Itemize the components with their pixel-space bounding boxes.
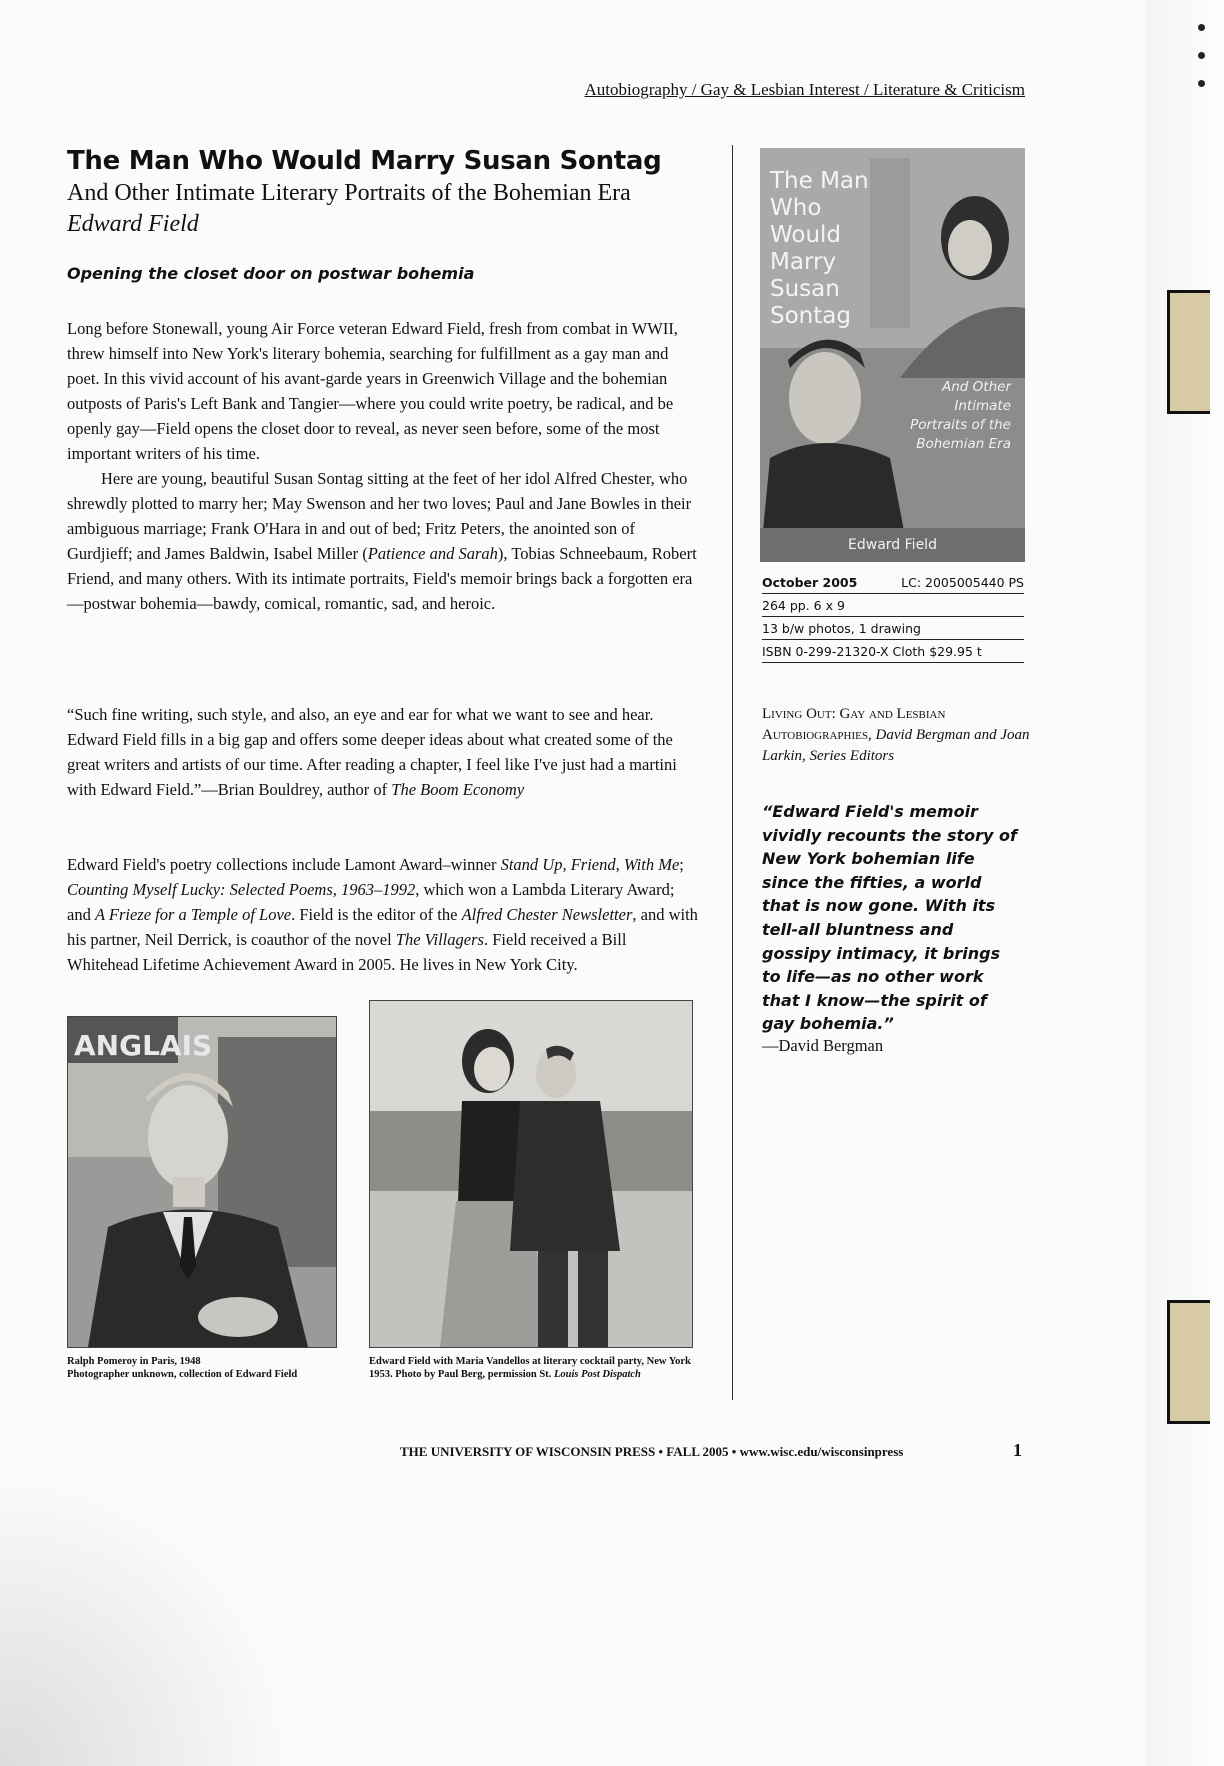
binder-hole xyxy=(1198,52,1205,59)
book-cover xyxy=(760,148,1025,562)
bio-text: . Field is the editor of the xyxy=(291,905,462,924)
cover-author: Edward Field xyxy=(760,528,1025,562)
caption-line: Ralph Pomeroy in Paris, 1948 xyxy=(67,1356,201,1367)
page-count: 264 pp. 6 x 9 xyxy=(762,598,845,613)
description-paragraph xyxy=(67,316,699,466)
book-reference: Counting Myself Lucky: Selected Poems, 1963–1992 xyxy=(67,880,416,899)
description-paragraph xyxy=(67,466,699,616)
series-editors: David Bergman and Joan Larkin xyxy=(762,727,1030,764)
spec-row-pages xyxy=(762,595,1024,617)
bio-text: , and with his partner, Neil Derrick, is coauthor of the novel xyxy=(67,905,698,949)
bio-text: ; xyxy=(679,855,684,874)
tagline: Opening the closet door on postwar bohemia xyxy=(67,264,475,283)
pull-quote: “Edward Field's memoir vividly recounts the story of New York bohemian life since the fifties, a world that is now gone. With its tell-all bluntness and gossipy intimacy, it brings to life—as no other work that I know—the spirit of gay bohemia.” xyxy=(762,802,1017,1034)
cover-title: The Man Who Would Marry Susan Sontag xyxy=(770,168,869,329)
category-header: Autobiography / Gay & Lesbian Interest / Literature & Criticism xyxy=(584,80,1025,99)
caption-line: Photographer unknown, collection of Edward Field xyxy=(67,1369,298,1380)
quote-attribution: —David Bergman xyxy=(762,1036,884,1055)
author-bio xyxy=(67,852,699,977)
description-text: ), Tobias Schneebaum, Robert Friend, and many others. With its intimate portraits, Field's memoir brings back a forgotten era—postwar bohemia—bawdy, comical, romantic, sad, and heroic. xyxy=(67,544,697,613)
spec-row-isbn xyxy=(762,641,1024,663)
photo-field-vandellos xyxy=(369,1000,693,1348)
book-reference: The Villagers xyxy=(395,930,484,949)
endorsement xyxy=(67,702,699,802)
series-name: Living Out: Gay and Lesbian Autobiographies xyxy=(762,706,946,743)
footer: THE UNIVERSITY OF WISCONSIN PRESS • FALL 2005 • www.wisc.edu/wisconsinpress xyxy=(400,1444,904,1459)
poster-text: ANGLAIS xyxy=(74,1029,213,1062)
caption-photo-1 xyxy=(67,1355,337,1381)
bio-text: , which won a Lambda Literary Award; and xyxy=(67,880,675,924)
description-text: Here are young, beautiful Susan Sontag sitting at the feet of her idol Alfred Chester, who shrewdly plotted to marry her; May Swenson and her two loves; Paul and Jane Bowles in their ambiguous marriage; Frank O'Hara in and out of bed; Fritz Peters, the anointed son of Gurdjieff; and James Baldwin, Isabel Miller ( xyxy=(67,469,692,563)
cover-subtitle: And Other Intimate Portraits of the Bohemian Era xyxy=(910,379,1011,452)
series-info xyxy=(762,704,1032,767)
illustrations: 13 b/w photos, 1 drawing xyxy=(762,621,921,636)
book-author: Edward Field xyxy=(67,211,199,237)
isbn-price: ISBN 0-299-21320-X Cloth $29.95 t xyxy=(762,644,982,659)
bio-text: . Field received a Bill Whitehead Lifetime Achievement Award in 2005. He lives in New York City. xyxy=(67,930,627,974)
description xyxy=(67,316,699,616)
bio-text: Edward Field's poetry collections include Lamont Award–winner xyxy=(67,855,501,874)
series-separator: , xyxy=(867,727,876,743)
caption-photo-2 xyxy=(369,1355,694,1381)
column-divider xyxy=(732,145,733,1400)
book-reference: A Frieze for a Temple of Love xyxy=(94,905,292,924)
page-number: 1 xyxy=(1013,1440,1022,1460)
binder-hole xyxy=(1198,80,1205,87)
book-reference: Alfred Chester Newsletter xyxy=(461,905,633,924)
book-title: The Man Who Would Marry Susan Sontag xyxy=(67,146,662,176)
page-edge xyxy=(1146,0,1224,1766)
endorsement-text: “Such fine writing, such style, and also, an eye and ear for what we want to see and hear. Edward Field fills in a big gap and offers some deeper ideas about what created some of the great writers and artists of our time. After reading a chapter, I feel like I've just had a martini with Edward Field.”—Brian Bouldrey, author of xyxy=(67,705,677,799)
index-tab xyxy=(1167,290,1210,414)
caption-source: Louis Post Dispatch xyxy=(553,1369,641,1380)
photo-ralph-pomeroy xyxy=(67,1016,337,1348)
binder-hole xyxy=(1198,24,1205,31)
page-shadow xyxy=(0,1466,300,1766)
spec-row-date xyxy=(762,572,1024,594)
description-text: Long before Stonewall, young Air Force veteran Edward Field, fresh from combat in WWII, threw himself into New York's literary bohemia, searching for fulfillment as a gay man and poet. In this vivid account of his avant-garde years in Greenwich Village and the bohemian outposts of Paris's Left Bank and Tangier—where you could write poetry, be radical, and be openly gay—Field opens the closet door to reveal, as never seen before, some of the most important writers of his time. xyxy=(67,319,678,463)
index-tab xyxy=(1167,1300,1210,1424)
book-reference: The Boom Economy xyxy=(391,780,525,799)
lc-number: LC: 2005005440 PS xyxy=(901,575,1024,590)
spec-row-illustrations xyxy=(762,618,1024,640)
book-subtitle: And Other Intimate Literary Portraits of the Bohemian Era xyxy=(67,180,631,206)
caption-text: Edward Field with Maria Vandellos at literary cocktail party, New York 1953. Photo by Paul Berg, permission St. xyxy=(369,1356,691,1380)
series-role: , Series Editors xyxy=(802,748,895,764)
book-reference: Stand Up, Friend, With Me xyxy=(500,855,680,874)
pub-date: October 2005 xyxy=(762,575,858,590)
book-reference: Patience and Sarah xyxy=(367,544,498,563)
